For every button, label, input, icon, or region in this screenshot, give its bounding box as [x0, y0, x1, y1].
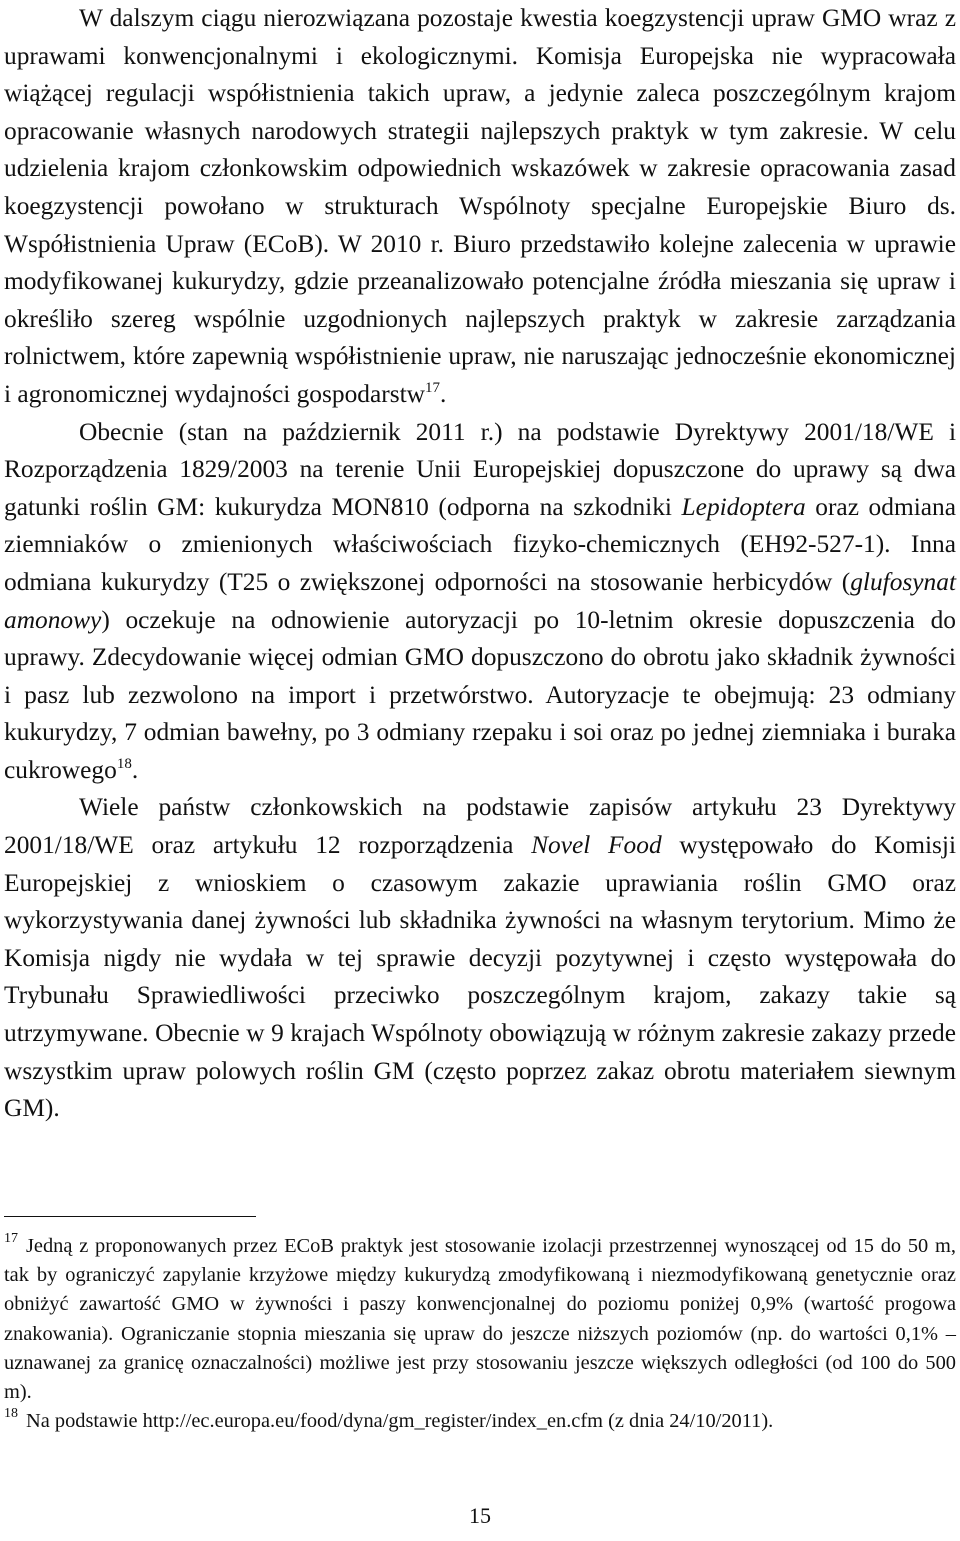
footnotes-section	[4, 1232, 956, 1436]
paragraph-end: .	[439, 379, 447, 408]
paragraph-text: ) oczekuje na odnowienie autoryzacji po 10-letnim okresie dopuszczenia do uprawy. Zdecydowanie więcej odmian GMO dopuszczono do obrotu jako składnik żywności i pasz lub zezwolono na import i przetwórstwo. Autoryzacje te obejmują: 23 odmiany kukurydzy, 7 odmian bawełny, po 3 odmiany rzepaku i soi oraz po jednej ziemniaka i buraka cukrowego	[4, 605, 956, 784]
italic-term-lepidoptera: Lepidoptera	[681, 492, 806, 521]
paragraph-text: W dalszym ciągu nierozwiązana pozostaje kwestia koegzystencji upraw GMO wraz z uprawami konwencjonalnymi i ekologicznymi. Komisja Europejska nie wypracowała wiążącej regulacji współistnienia takich upraw, a jedynie zaleca poszczególnym krajom opracowanie własnych narodowych strategii najlepszych praktyk w tym zakresie. W celu udzielenia krajom członkowskim odpowiednich wskazówek w zakresie opracowania zasad koegzystencji powołano w strukturach Wspólnoty specjalne Europejskie Biuro ds. Współistnienia Upraw (ECoB). W 2010 r. Biuro przedstawiło kolejne zalecenia w uprawie modyfikowanej kukurydzy, gdzie przeanalizowało potencjalne źródła mieszania się upraw i określiło szereg wspólnie uzgodnionych najlepszych praktyk w zakresie zarządzania rolnictwem, które zapewnią współistnienie upraw, nie naruszając jednocześnie ekonomicznej i agronomicznej wydajności gospodarstw	[4, 4, 956, 408]
footnote-number: 17	[4, 1231, 18, 1246]
paragraph-text: występowało do Komisji Europejskiej z wnioskiem o czasowym zakazie uprawiania roślin GMO oraz wykorzystywania danej żywności lub składnika żywności na własnym terytorium. Mimo że Komisja nigdy nie wydała w tej sprawie decyzji pozytywnej i często występowała do Trybunału Sprawiedliwości przeciwko poszczególnym krajom, zakazy takie są utrzymywane. Obecnie w 9 krajach Wspólnoty obowiązują w różnym zakresie zakazy przede wszystkim upraw polowych roślin GM (często poprzez zakaz obrotu materiałem siewnym GM).	[4, 831, 957, 1123]
footnote-18	[4, 1407, 956, 1436]
footnote-reference-18[interactable]: 18	[116, 755, 132, 772]
footnote-reference-17[interactable]: 17	[424, 379, 440, 396]
italic-term-glufosynat: glufosynat amonowy	[4, 567, 956, 634]
paragraph-text: Wiele państw członkowskich na podstawie zapisów artykułu 23 Dyrektywy 2001/18/WE oraz artykułu 12 rozporządzenia	[4, 793, 956, 860]
paragraph-coexistence	[4, 0, 956, 414]
footnote-divider	[4, 1216, 256, 1217]
paragraph-authorized-gmo	[4, 414, 956, 790]
footnote-text: Jedną z proponowanych przez ECoB praktyk jest stosowanie izolacji przestrzennej wynoszącej od 15 do 50 m, tak by ograniczyć zapylanie krzyżowe między kukurydzą zmodyfikowaną i niezmodyfikowaną genetycznie oraz obniżyć zawartość GMO w żywności i paszy konwencjonalnej do poziomu poniżej 0,9% (wartość progowa znakowania). Ograniczanie stopnia mieszania się upraw do jeszcze niższych poziomów (np. do wartości 0,1% – uznawanej za granicę oznaczalności) możliwe jest przy stosowaniu jeszcze większych odległości (od 100 do 500 m).	[4, 1235, 956, 1404]
paragraph-end: .	[131, 755, 139, 784]
italic-term-novel-food: Novel Food	[531, 831, 662, 860]
footnote-17	[4, 1232, 956, 1407]
footnote-text: Na podstawie http://ec.europa.eu/food/dyna/gm_register/index_en.cfm (z dnia 24/10/2011).	[26, 1410, 774, 1433]
page-number: 15	[469, 1503, 491, 1528]
main-text	[4, 0, 956, 1128]
footnote-number: 18	[4, 1406, 18, 1422]
paragraph-text: oraz odmiana ziemniaków o zmienionych właściwościach fizyko-chemicznych (EH92-527-1). Inna odmiana kukurydzy (T25 o zwiększonej odporności na stosowanie herbicydów (	[4, 492, 956, 596]
paragraph-text: Obecnie (stan na październik 2011 r.) na podstawie Dyrektywy 2001/18/WE i Rozporządzenia 1829/2003 na terenie Unii Europejskiej dopuszczone do uprawy są dwa gatunki roślin GM: kukurydza MON810 (odporna na szkodniki	[4, 417, 956, 521]
paragraph-national-bans	[4, 789, 956, 1127]
